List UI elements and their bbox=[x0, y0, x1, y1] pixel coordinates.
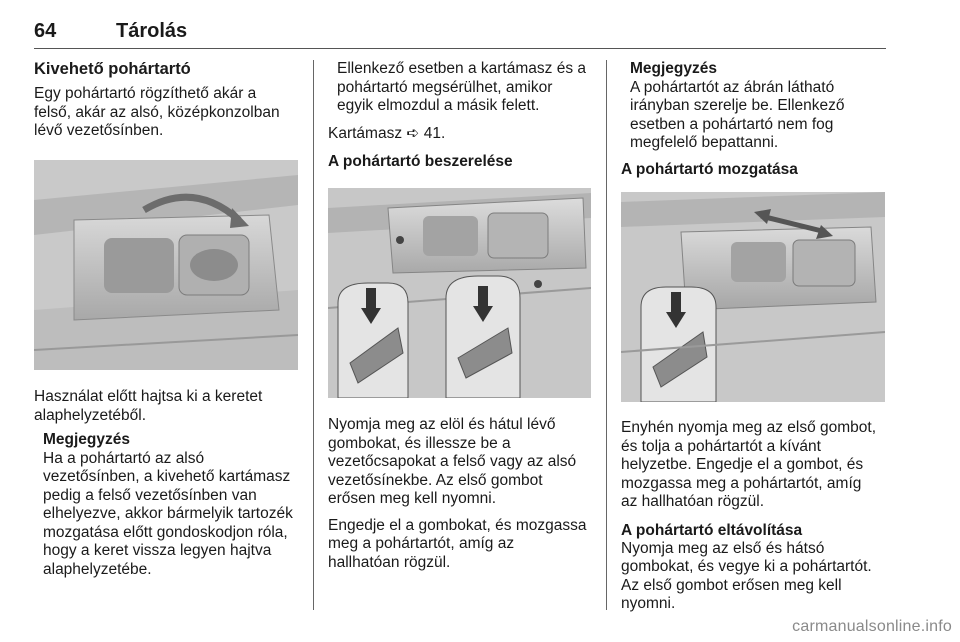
reference-page: 41. bbox=[423, 124, 446, 142]
heading-move: A pohártartó mozgatása bbox=[621, 160, 798, 178]
text-line: Nyomja meg az első és hátsó bbox=[621, 539, 825, 557]
heading-removable-cupholder: Kivehető pohártartó bbox=[34, 60, 191, 78]
text-line: Egy pohártartó rögzíthető akár a bbox=[34, 85, 257, 102]
note-title: Megjegyzés bbox=[43, 431, 131, 448]
text-line: hallhatóan rögzül. bbox=[328, 553, 451, 571]
text-line: meg a pohártartót, amíg az bbox=[328, 535, 515, 552]
note-line: irányban szerelje be. Ellenkező bbox=[630, 97, 845, 114]
text-line: vezetősínekbe. Az első gombot bbox=[328, 471, 543, 489]
column-3 bbox=[621, 60, 889, 179]
intro-paragraph bbox=[34, 85, 302, 141]
install-paragraph-2 bbox=[328, 517, 598, 573]
install-paragraph-1 bbox=[328, 416, 598, 509]
cupholder-move-illustration bbox=[621, 192, 885, 402]
note-line: alaphelyzetébe. bbox=[43, 560, 152, 578]
text-line: egyik elmozdul a másik felett. bbox=[337, 97, 540, 114]
text-line: nyomni. bbox=[621, 595, 676, 612]
text-line: alaphelyzetéből. bbox=[34, 406, 147, 424]
note-line: hogy a keret vissza legyen hajtva bbox=[43, 542, 272, 559]
arrow-reference-icon: ➪ bbox=[406, 123, 420, 142]
cross-reference[interactable] bbox=[328, 124, 598, 144]
heading-remove: A pohártartó eltávolítása bbox=[621, 521, 803, 539]
figure-cupholder-move bbox=[621, 192, 885, 402]
text-line: Az első gombot erősen meg kell bbox=[621, 576, 842, 594]
column-3-lower bbox=[621, 419, 889, 614]
figure-cupholder-flip bbox=[34, 160, 298, 370]
header-rule bbox=[34, 48, 886, 49]
watermark: carmanualsonline.info bbox=[792, 618, 952, 635]
figure-cupholder-install bbox=[328, 188, 591, 398]
page-header bbox=[34, 20, 886, 50]
cupholder-install-illustration bbox=[328, 188, 591, 398]
text-line: lévő vezetősínben. bbox=[34, 122, 164, 139]
text-line: gombokat, és vegye ki a pohártartót. bbox=[621, 558, 872, 575]
note-line: mozgatása előtt gondoskodjon róla, bbox=[43, 523, 288, 541]
note-block bbox=[34, 431, 302, 579]
page-number: 64 bbox=[34, 20, 57, 42]
column-divider bbox=[313, 60, 314, 610]
note-title: Megjegyzés bbox=[630, 60, 718, 77]
note-line: pedig a felső vezetősínben van bbox=[43, 486, 257, 504]
text-line: erősen meg kell nyomni. bbox=[328, 490, 496, 507]
after-image-paragraph bbox=[34, 388, 302, 425]
text-line: vezetőcsapokat a felső vagy az alsó bbox=[328, 453, 577, 470]
note-line: A pohártartót az ábrán látható bbox=[630, 78, 835, 96]
text-line: Enyhén nyomja meg az első gombot, bbox=[621, 419, 877, 436]
text-line: Használat előtt hajtsa ki a keretet bbox=[34, 388, 263, 405]
column-1 bbox=[34, 60, 302, 141]
text-line: mozgassa meg a pohártartót, amíg bbox=[621, 474, 862, 492]
section-title: Tárolás bbox=[116, 20, 188, 42]
note-line: megfelelő bepattanni. bbox=[630, 134, 779, 151]
note-line: Ha a pohártartó az alsó bbox=[43, 449, 205, 467]
column-divider bbox=[606, 60, 607, 610]
continued-note bbox=[328, 60, 598, 116]
remove-paragraph bbox=[621, 540, 889, 614]
reference-text: Kartámasz bbox=[328, 124, 403, 142]
text-line: Engedje el a gombokat, és mozgassa bbox=[328, 516, 587, 534]
text-line: helyzetbe. Engedje el a gombot, és bbox=[621, 456, 864, 473]
column-1-lower bbox=[34, 388, 302, 579]
cupholder-flip-illustration bbox=[34, 160, 298, 370]
text-line: Nyomja meg az elöl és hátul lévő bbox=[328, 416, 556, 433]
note-line: esetben a pohártartó nem fog bbox=[630, 115, 834, 133]
text-line: és tolja a pohártartót a kívánt bbox=[621, 437, 821, 455]
move-paragraph bbox=[621, 419, 889, 512]
text-line: felső, akár az alsó, középkonzolban bbox=[34, 103, 280, 121]
text-line: az hallhatóan rögzül. bbox=[621, 493, 765, 510]
heading-install: A pohártartó beszerelése bbox=[328, 153, 513, 170]
note-line: elhelyezve, akkor bármelyik tartozék bbox=[43, 505, 293, 522]
text-line: Ellenkező esetben a kartámasz és a bbox=[337, 60, 586, 77]
note-line: vezetősínben, a kivehető kartámasz bbox=[43, 468, 291, 485]
text-line: gombokat, és illessze be a bbox=[328, 434, 511, 452]
text-line: pohártartó megsérülhet, amikor bbox=[337, 78, 553, 96]
column-2-lower bbox=[328, 416, 598, 572]
column-2 bbox=[328, 60, 598, 171]
note-block bbox=[621, 60, 889, 153]
